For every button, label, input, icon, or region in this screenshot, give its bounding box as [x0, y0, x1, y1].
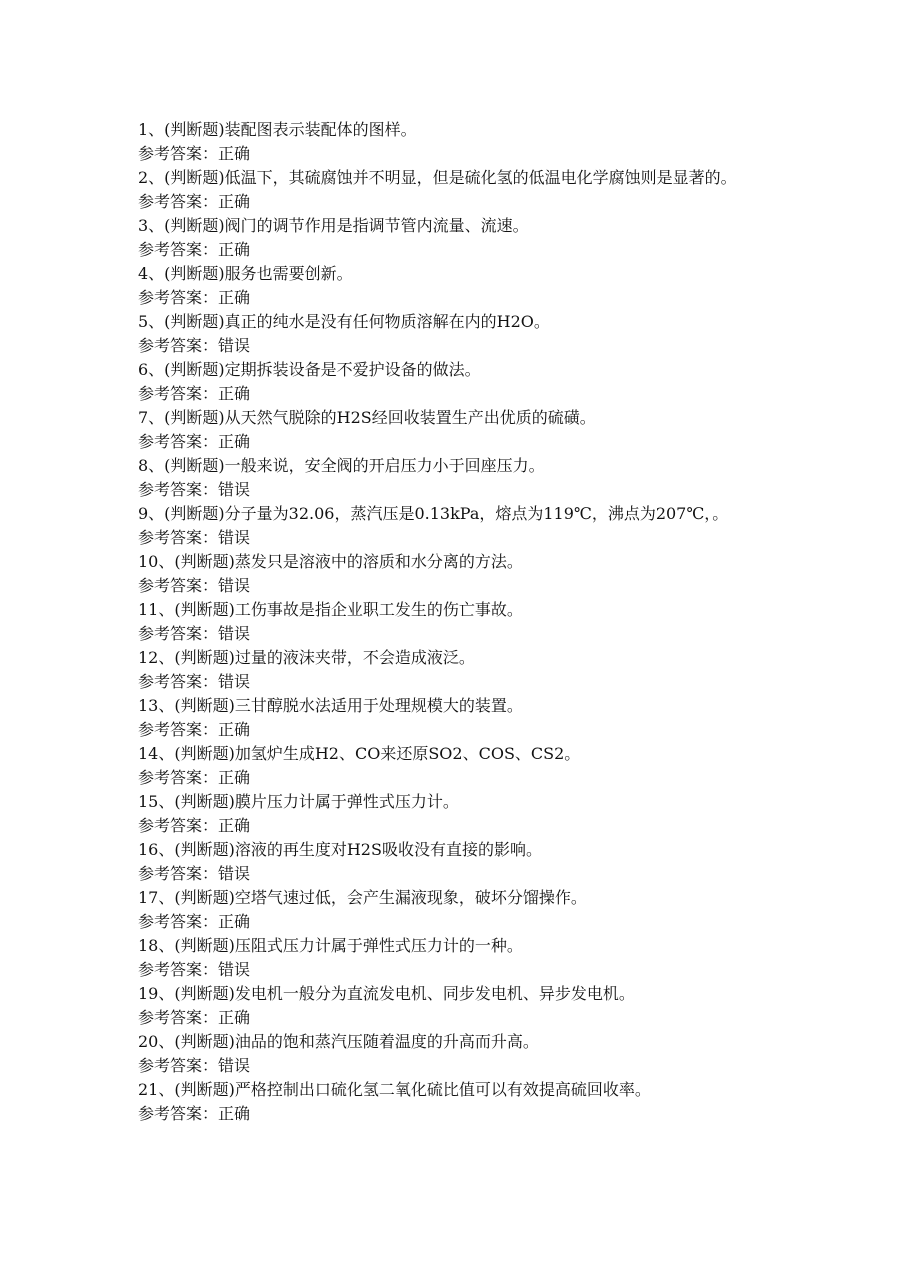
answer-text: 参考答案：正确 [138, 192, 251, 211]
question-text: 20、(判断题)油品的饱和蒸汽压随着温度的升高而升高。 [138, 1032, 539, 1051]
question-item [138, 550, 788, 598]
question-text: 12、(判断题)过量的液沫夹带，不会造成液泛。 [138, 648, 475, 667]
question-item [138, 118, 788, 166]
question-text: 11、(判断题)工伤事故是指企业职工发生的伤亡事故。 [138, 600, 523, 619]
document-page [138, 118, 788, 1126]
question-text: 18、(判断题)压阻式压力计属于弹性式压力计的一种。 [138, 936, 523, 955]
question-text: 3、(判断题)阀门的调节作用是指调节管内流量、流速。 [138, 216, 529, 235]
answer-text: 参考答案：错误 [138, 864, 251, 883]
question-item [138, 502, 788, 550]
question-text: 10、(判断题)蒸发只是溶液中的溶质和水分离的方法。 [138, 552, 523, 571]
question-text: 4、(判断题)服务也需要创新。 [138, 264, 353, 283]
answer-text: 参考答案：正确 [138, 1008, 251, 1027]
answer-text: 参考答案：正确 [138, 1104, 251, 1123]
question-text: 13、(判断题)三甘醇脱水法适用于处理规模大的装置。 [138, 696, 523, 715]
answer-text: 参考答案：错误 [138, 960, 251, 979]
question-item [138, 694, 788, 742]
question-text: 9、(判断题)分子量为32.06，蒸汽压是0.13kPa，熔点为119℃，沸点为207℃，。 [138, 504, 729, 523]
question-text: 5、(判断题)真正的纯水是没有任何物质溶解在内的H2O。 [138, 312, 550, 331]
answer-text: 参考答案：正确 [138, 288, 251, 307]
question-text: 7、(判断题)从天然气脱除的H2S经回收装置生产出优质的硫磺。 [138, 408, 596, 427]
question-item [138, 598, 788, 646]
question-item [138, 982, 788, 1030]
question-item [138, 214, 788, 262]
question-item [138, 838, 788, 886]
question-item [138, 406, 788, 454]
question-item [138, 934, 788, 982]
question-text: 8、(判断题)一般来说，安全阀的开启压力小于回座压力。 [138, 456, 545, 475]
answer-text: 参考答案：错误 [138, 336, 251, 355]
question-item [138, 790, 788, 838]
answer-text: 参考答案：正确 [138, 768, 251, 787]
question-text: 21、(判断题)严格控制出口硫化氢二氧化硫比值可以有效提高硫回收率。 [138, 1080, 651, 1099]
question-item [138, 454, 788, 502]
question-item [138, 358, 788, 406]
answer-text: 参考答案：错误 [138, 624, 251, 643]
question-text: 19、(判断题)发电机一般分为直流发电机、同步发电机、异步发电机。 [138, 984, 635, 1003]
answer-text: 参考答案：正确 [138, 144, 251, 163]
answer-text: 参考答案：正确 [138, 720, 251, 739]
question-text: 17、(判断题)空塔气速过低，会产生漏液现象，破坏分馏操作。 [138, 888, 587, 907]
answer-text: 参考答案：正确 [138, 432, 251, 451]
question-text: 1、(判断题)装配图表示装配体的图样。 [138, 120, 417, 139]
question-item [138, 310, 788, 358]
question-item [138, 886, 788, 934]
question-text: 2、(判断题)低温下，其硫腐蚀并不明显，但是硫化氢的低温电化学腐蚀则是显著的。 [138, 168, 737, 187]
answer-text: 参考答案：正确 [138, 240, 251, 259]
answer-text: 参考答案：正确 [138, 384, 251, 403]
question-item [138, 1078, 788, 1126]
answer-text: 参考答案：正确 [138, 912, 251, 931]
question-text: 16、(判断题)溶液的再生度对H2S吸收没有直接的影响。 [138, 840, 542, 859]
question-text: 6、(判断题)定期拆装设备是不爱护设备的做法。 [138, 360, 481, 379]
answer-text: 参考答案：错误 [138, 528, 251, 547]
question-text: 14、(判断题)加氢炉生成H2、CO来还原SO2、COS、CS2。 [138, 744, 581, 763]
question-item [138, 742, 788, 790]
answer-text: 参考答案：错误 [138, 1056, 251, 1075]
answer-text: 参考答案：错误 [138, 576, 251, 595]
answer-text: 参考答案：错误 [138, 672, 251, 691]
question-item [138, 166, 788, 214]
answer-text: 参考答案：正确 [138, 816, 251, 835]
question-item [138, 646, 788, 694]
question-item [138, 262, 788, 310]
answer-text: 参考答案：错误 [138, 480, 251, 499]
question-item [138, 1030, 788, 1078]
question-text: 15、(判断题)膜片压力计属于弹性式压力计。 [138, 792, 459, 811]
